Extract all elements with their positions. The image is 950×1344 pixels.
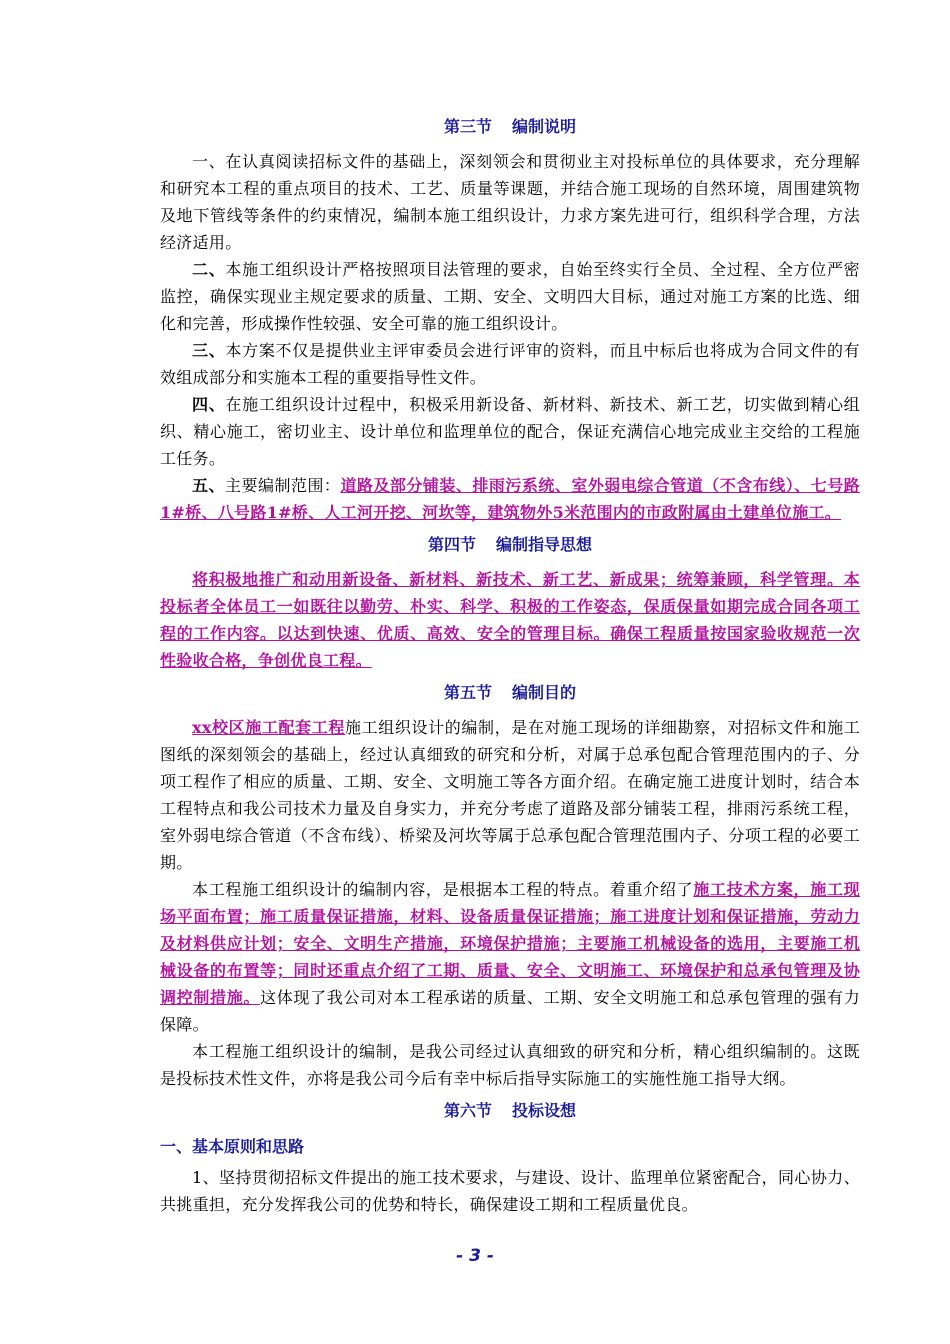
paragraph [160,256,860,337]
section-title: 编制说明 [512,117,577,136]
section-title: 投标设想 [512,1101,577,1120]
highlighted-text: 道路及部分铺装、排雨污系统、室外弱电综合管道（不含布线）、七号路1#桥、八号路1#桥、人工河开挖、河坎等，建筑物外5米范围内的市政附属由土建单位施工。 [160,476,860,522]
paragraph-lead: 二、 [192,260,226,279]
highlighted-text: xx校区施工配套工程 [192,718,345,737]
section-heading-5 [160,678,860,708]
paragraph [160,714,860,876]
section-heading-4 [160,530,860,560]
paragraph-text: 本工程施工组织设计的编制内容，是根据本工程的特点。着重介绍了 [192,880,694,899]
page-number: - 3 - [456,1246,494,1266]
paragraph-text: 在施工组织设计过程中，积极采用新设备、新材料、新技术、新工艺，切实做到精心组织、精心施工，密切业主、设计单位和监理单位的配合，保证充满信心地完成业主交给的工程施工任务。 [160,395,860,468]
section-number: 第五节 [443,683,492,702]
paragraph-text: 这体现了我公司对本工程承诺的质量、工期、安全文明施工和总承包管理的强有力保障。 [160,988,860,1034]
section-title: 编制目的 [512,683,577,702]
section-heading-6 [160,1096,860,1126]
section-number: 第四节 [427,535,476,554]
page-content [160,108,860,1218]
section-heading-3 [160,112,860,142]
paragraph-lead: 三、 [192,341,226,360]
paragraph-text: 本施工组织设计严格按照项目法管理的要求，自始至终实行全员、全过程、全方位严密监控，确保实现业主规定要求的质量、工期、安全、文明四大目标，通过对施工方案的比选、细化和完善，形成操作性较强、安全可靠的施工组织设计。 [160,260,860,333]
paragraph: 本工程施工组织设计的编制，是我公司经过认真细致的研究和分析，精心组织编制的。这既是投标技术性文件，亦将是我公司今后有幸中标后指导实际施工的实施性施工指导大纲。 [160,1042,860,1088]
paragraph-lead: 四、 [192,395,226,414]
paragraph: 1、坚持贯彻招标文件提出的施工技术要求，与建设、设计、监理单位紧密配合，同心协力、共挑重担，充分发挥我公司的优势和特长，确保建设工期和工程质量优良。 [160,1168,860,1214]
subheading: 一、基本原则和思路 [160,1137,305,1156]
section-number: 第六节 [443,1101,492,1120]
paragraph: 一、在认真阅读招标文件的基础上，深刻领会和贯彻业主对投标单位的具体要求，充分理解和研究本工程的重点项目的技术、工艺、质量等课题，并结合施工现场的自然环境，周围建筑物及地下管线等条件的约束情况，编制本施工组织设计，力求方案先进可行，组织科学合理，方法经济适用。 [160,152,860,252]
paragraph [160,472,860,526]
highlighted-text: 施工技术方案，施工现场平面布置；施工质量保证措施，材料、设备质量保证措施；施工进度计划和保证措施，劳动力及材料供应计划；安全、文明生产措施，环境保护措施；主要施工机械设备的选用，主要施工机械设备的布置等；同时还重点介绍了工期、质量、安全、文明施工、环境保护和总承包管理及协调控制措施。 [160,880,860,1007]
paragraph-text: 本方案不仅是提供业主评审委员会进行评审的资料，而且中标后也将成为合同文件的有效组成部分和实施本工程的重要指导性文件。 [160,341,860,387]
paragraph-text: 施工组织设计的编制，是在对施工现场的详细勘察，对招标文件和施工图纸的深刻领会的基础上，经过认真细致的研究和分析，对属于总承包配合管理范围内的子、分项工程作了相应的质量、工期、安全、文明施工等各方面介绍。在确定施工进度计划时，结合本工程特点和我公司技术力量及自身实力，并充分考虑了道路及部分铺装工程，排雨污系统工程，室外弱电综合管道（不含布线）、桥梁及河坎等属于总承包配合管理范围内子、分项工程的必要工期。 [160,718,860,872]
paragraph [160,391,860,472]
paragraph [160,337,860,391]
paragraph [160,876,860,1038]
highlighted-text: 将积极地推广和动用新设备、新材料、新技术、新工艺、新成果；统筹兼顾，科学管理。本投标者全体员工一如既往以勤劳、朴实、科学、积极的工作姿态，保质保量如期完成合同各项工程的工作内容。以达到快速、优质、高效、安全的管理目标。确保工程质量按国家验收规范一次性验收合格，争创优良工程。 [160,570,860,670]
paragraph [160,566,860,674]
section-number: 第三节 [443,117,492,136]
paragraph-lead: 五、 [192,476,225,495]
paragraph-text: 主要编制范围： [224,476,341,495]
section-title: 编制指导思想 [496,535,593,554]
